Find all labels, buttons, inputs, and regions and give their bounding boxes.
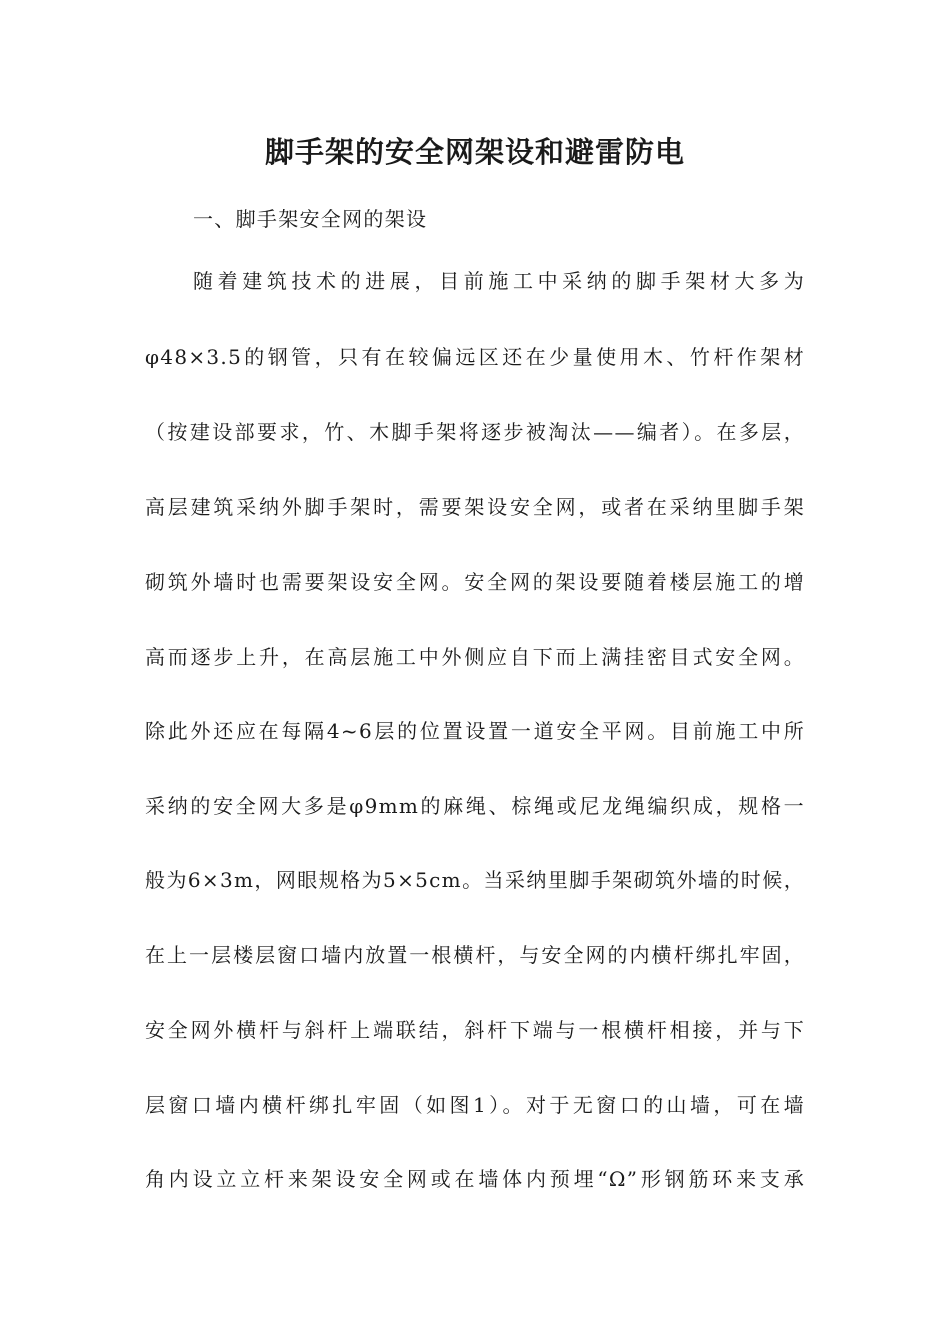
paragraph-line: 角内设立立杆来架设安全网或在墙体内预埋“Ω”形钢筋环来支承 (145, 1167, 805, 1191)
paragraph-line: 高层建筑采纳外脚手架时，需要架设安全网，或者在采纳里脚手架 (145, 495, 805, 519)
paragraph-line: 层窗口墙内横杆绑扎牢固（如图1）。对于无窗口的山墙，可在墙 (145, 1093, 805, 1117)
paragraph-line: 般为6×3m，网眼规格为5×5cm。当采纳里脚手架砌筑外墙的时候， (145, 868, 805, 892)
paragraph-line: 除此外还应在每隔4~6层的位置设置一道安全平网。目前施工中所 (145, 719, 805, 743)
section-heading: 一、脚手架安全网的架设 (193, 207, 428, 231)
paragraph-line: （按建设部要求，竹、木脚手架将逐步被淘汰——编者）。在多层， (145, 420, 805, 444)
paragraph-line: 高而逐步上升，在高层施工中外侧应自下而上满挂密目式安全网。 (145, 645, 805, 669)
paragraph-line: 砌筑外墙时也需要架设安全网。安全网的架设要随着楼层施工的增 (145, 570, 805, 594)
paragraph-line: φ48×3.5的钢管，只有在较偏远区还在少量使用木、竹杆作架材 (145, 345, 805, 369)
paragraph-line: 采纳的安全网大多是φ9mm的麻绳、棕绳或尼龙绳编织成，规格一 (145, 794, 805, 818)
paragraph-line: 在上一层楼层窗口墙内放置一根横杆，与安全网的内横杆绑扎牢固， (145, 943, 805, 967)
paragraph-line: 安全网外横杆与斜杆上端联结，斜杆下端与一根横杆相接，并与下 (145, 1018, 805, 1042)
paragraph-line: 随着建筑技术的进展，目前施工中采纳的脚手架材大多为 (193, 269, 805, 293)
document-title: 脚手架的安全网架设和避雷防电 (264, 135, 685, 169)
